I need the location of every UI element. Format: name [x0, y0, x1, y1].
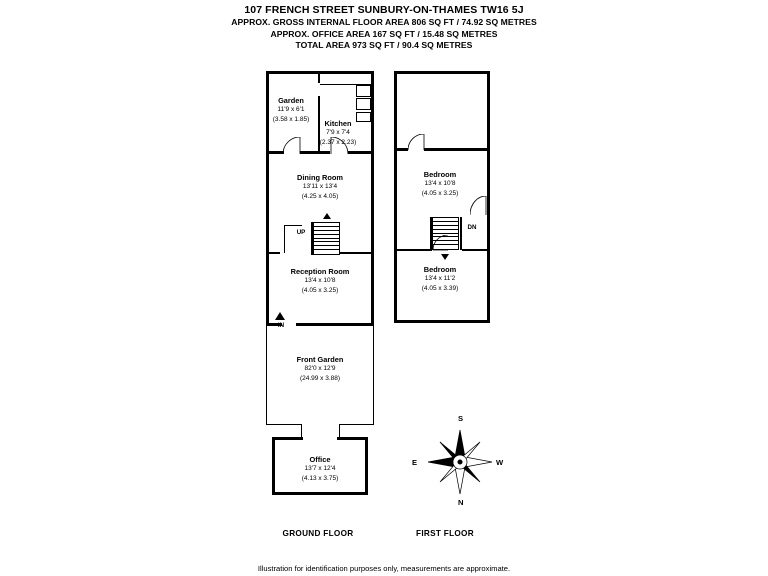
staircase-ground [313, 222, 340, 255]
compass-star-icon [418, 420, 502, 504]
entrance-arrow-icon [275, 312, 285, 320]
wall-frontgarden-path-right [339, 424, 340, 438]
entrance-label: IN [277, 322, 285, 329]
wall-frontgarden-bottom-right [340, 424, 374, 425]
wall-gf-top-outer [266, 71, 374, 74]
door-arc-garden [283, 137, 301, 155]
disclaimer-text: Illustration for identification purposes only, measurements are approximate. [257, 564, 511, 573]
room-label-bedroom-2: Bedroom 13'4 x 11'2 (4.05 x 3.39) [421, 265, 459, 292]
room-label-dining: Dining Room 13'11 x 13'4 (4.25 x 4.05) [297, 173, 343, 200]
compass-rose [412, 414, 504, 507]
room-label-front-garden: Front Garden 82'0 x 12'9 (24.99 x 3.88) [296, 355, 344, 382]
header-area-office: APPROX. OFFICE AREA 167 SQ FT / 15.48 SQ METRES [270, 28, 498, 39]
wall-frontgarden-left [266, 326, 267, 425]
wall-ff-landing-vert [460, 217, 462, 250]
wall-gf-dining-reception-left [266, 252, 280, 254]
wall-gf-alcove-2 [284, 225, 302, 226]
stair-up-arrow-icon [323, 213, 331, 219]
wall-ff-top [394, 71, 490, 74]
kitchen-sink [356, 112, 371, 122]
wall-gf-alcove-1 [284, 225, 285, 253]
wall-ff-main-bottom [394, 320, 490, 323]
wall-gf-stair-left [311, 222, 313, 255]
wall-office-door-jamb-left [301, 437, 303, 440]
compass-south-label: S [458, 414, 464, 423]
room-label-reception: Reception Room 13'4 x 10'8 (4.05 x 3.25) [290, 267, 350, 294]
door-arc-landing [470, 196, 487, 216]
door-arc-bedroom-1 [408, 134, 425, 151]
header-area-gross: APPROX. GROSS INTERNAL FLOOR AREA 806 SQ FT / 74.92 SQ METRES [231, 17, 537, 27]
first-floor-label: FIRST FLOOR [416, 529, 474, 538]
wall-ff-bedroom-partition-left [394, 249, 432, 251]
wall-ff-top-bottom-right [424, 148, 490, 151]
wall-office-top-right [339, 437, 368, 440]
wall-ff-left-top [394, 71, 397, 151]
wall-office-door-jamb-right [337, 437, 339, 440]
wall-frontgarden-right [373, 326, 374, 425]
page-title: 107 FRENCH STREET SUNBURY-ON-THAMES TW16 5J [244, 4, 524, 16]
stair-down-arrow-icon [441, 254, 449, 260]
wall-office-bottom [272, 492, 368, 495]
kitchen-unit-2 [356, 98, 371, 110]
wall-ff-bedroom-partition-right [462, 249, 490, 251]
plan-header [0, 4, 768, 52]
room-label-kitchen: Kitchen 7'9 x 7'4 (2.37 x 2.23) [319, 119, 357, 146]
wall-gf-main-bottom-right [296, 323, 374, 326]
wall-gf-right-top [371, 71, 374, 153]
room-label-garden: Garden 11'9 x 6'1 (3.58 x 1.85) [272, 96, 310, 123]
compass-north-label: N [458, 498, 464, 507]
header-area-total: TOTAL AREA 973 SQ FT / 90.4 SQ METRES [295, 40, 473, 50]
wall-frontgarden-bottom-left [266, 424, 301, 425]
stair-up-label: UP [296, 229, 306, 236]
wall-ff-right-top [487, 71, 490, 151]
wall-frontgarden-path-left [301, 424, 302, 438]
wall-gf-kitchen-top-stub [318, 71, 320, 83]
compass-east-label: E [412, 458, 418, 467]
room-label-bedroom-1: Bedroom 13'4 x 10'8 (4.05 x 3.25) [421, 170, 459, 197]
door-arc-bedroom-2 [433, 235, 449, 251]
stair-down-label: DN [467, 224, 477, 231]
wall-gf-dining-reception-right [340, 252, 374, 254]
wall-gf-top-bottom-mid [300, 151, 330, 154]
ground-floor-label: GROUND FLOOR [282, 529, 354, 538]
kitchen-unit-1 [356, 85, 371, 97]
room-label-office: Office 13'7 x 12'4 (4.13 x 3.75) [301, 455, 339, 482]
compass-west-label: W [496, 458, 504, 467]
wall-office-top-left [272, 437, 301, 440]
